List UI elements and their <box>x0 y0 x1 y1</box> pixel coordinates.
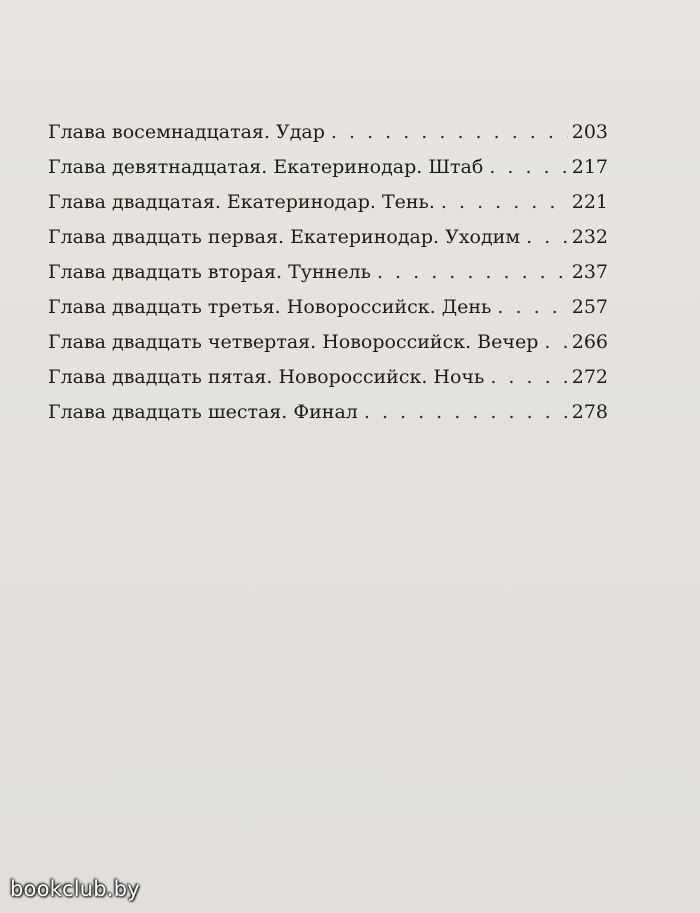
toc-dot-leader <box>441 191 568 213</box>
toc-entry-title: Глава двадцать шестая. Финал <box>48 401 358 423</box>
toc-entry-page: 217 <box>571 156 608 178</box>
toc-dot-leader <box>497 296 567 318</box>
toc-entry-title: Глава двадцатая. Екатеринодар. Тень. <box>48 191 435 213</box>
toc-entry <box>48 156 608 191</box>
toc-entry-page: 221 <box>571 191 608 213</box>
toc-dot-leader <box>489 156 567 178</box>
toc-entry <box>48 191 608 226</box>
toc-entry-title: Глава двадцать вторая. Туннель <box>48 261 371 283</box>
toc-entry-page: 272 <box>571 366 608 388</box>
toc-entry-page: 203 <box>571 121 608 143</box>
toc-dot-leader <box>490 366 567 388</box>
toc-entry-title: Глава двадцать первая. Екатеринодар. Уходим <box>48 226 521 248</box>
toc-entry-page: 278 <box>571 401 608 423</box>
toc-entry-page: 232 <box>571 226 608 248</box>
toc-entry <box>48 366 608 401</box>
toc-entry-page: 237 <box>571 261 608 283</box>
toc-dot-leader <box>331 121 568 143</box>
site-watermark: bookclub.by <box>10 877 140 901</box>
toc-entry <box>48 226 608 261</box>
toc-entry-title: Глава двадцать третья. Новороссийск. День <box>48 296 492 318</box>
toc-entry <box>48 121 608 156</box>
toc-dot-leader <box>544 331 567 353</box>
table-of-contents <box>48 121 608 436</box>
toc-dot-leader <box>526 226 568 248</box>
toc-entry-title: Глава девятнадцатая. Екатеринодар. Штаб <box>48 156 484 178</box>
toc-dot-leader <box>364 401 568 423</box>
toc-entry-title: Глава двадцать четвертая. Новороссийск. Вечер <box>48 331 539 353</box>
toc-entry-title: Глава восемнадцатая. Удар <box>48 121 325 143</box>
toc-dot-leader <box>377 261 568 283</box>
toc-entry-page: 257 <box>571 296 608 318</box>
toc-entry-page: 266 <box>571 331 608 353</box>
toc-entry-title: Глава двадцать пятая. Новороссийск. Ночь <box>48 366 485 388</box>
toc-entry <box>48 261 608 296</box>
toc-entry <box>48 401 608 436</box>
toc-entry <box>48 296 608 331</box>
toc-entry <box>48 331 608 366</box>
